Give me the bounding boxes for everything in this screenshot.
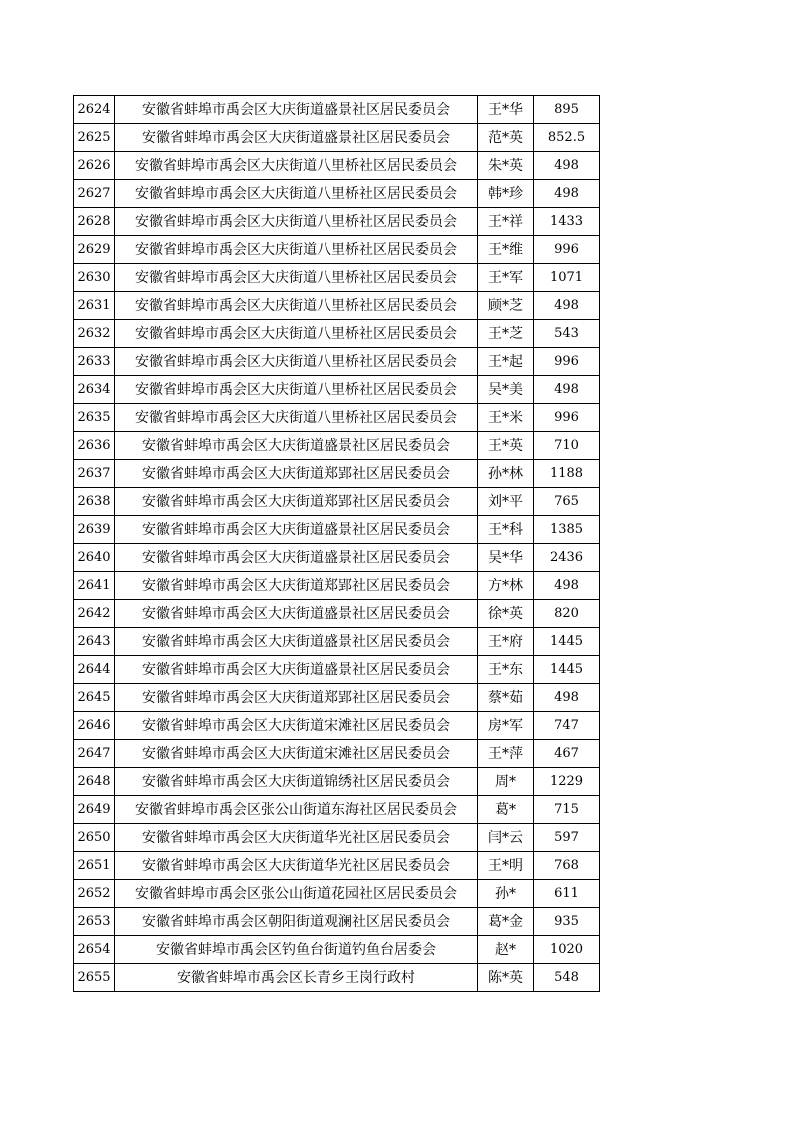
table-row <box>74 964 600 992</box>
recipient-name-cell: 王*军 <box>478 264 534 292</box>
amount-cell: 1433 <box>534 208 600 236</box>
row-number-cell: 2629 <box>74 236 115 264</box>
organization-cell: 安徽省蚌埠市禹会区大庆街道盛景社区居民委员会 <box>115 600 478 628</box>
table-row <box>74 152 600 180</box>
organization-cell: 安徽省蚌埠市禹会区大庆街道八里桥社区居民委员会 <box>115 152 478 180</box>
table-row <box>74 684 600 712</box>
organization-cell: 安徽省蚌埠市禹会区大庆街道盛景社区居民委员会 <box>115 432 478 460</box>
row-number-cell: 2640 <box>74 544 115 572</box>
amount-cell: 548 <box>534 964 600 992</box>
table-row <box>74 96 600 124</box>
table-row <box>74 880 600 908</box>
row-number-cell: 2643 <box>74 628 115 656</box>
amount-cell: 2436 <box>534 544 600 572</box>
table-row <box>74 292 600 320</box>
row-number-cell: 2645 <box>74 684 115 712</box>
amount-cell: 498 <box>534 684 600 712</box>
data-table <box>73 95 600 992</box>
organization-cell: 安徽省蚌埠市禹会区大庆街道盛景社区居民委员会 <box>115 124 478 152</box>
amount-cell: 498 <box>534 572 600 600</box>
row-number-cell: 2634 <box>74 376 115 404</box>
amount-cell: 1071 <box>534 264 600 292</box>
amount-cell: 996 <box>534 404 600 432</box>
table-row <box>74 796 600 824</box>
recipient-name-cell: 孙* <box>478 880 534 908</box>
organization-cell: 安徽省蚌埠市禹会区大庆街道郑郢社区居民委员会 <box>115 572 478 600</box>
recipient-name-cell: 顾*芝 <box>478 292 534 320</box>
table-row <box>74 320 600 348</box>
organization-cell: 安徽省蚌埠市禹会区大庆街道八里桥社区居民委员会 <box>115 180 478 208</box>
row-number-cell: 2630 <box>74 264 115 292</box>
organization-cell: 安徽省蚌埠市禹会区大庆街道八里桥社区居民委员会 <box>115 292 478 320</box>
amount-cell: 1445 <box>534 656 600 684</box>
organization-cell: 安徽省蚌埠市禹会区大庆街道八里桥社区居民委员会 <box>115 404 478 432</box>
organization-cell: 安徽省蚌埠市禹会区大庆街道宋滩社区居民委员会 <box>115 740 478 768</box>
table-row <box>74 936 600 964</box>
amount-cell: 935 <box>534 908 600 936</box>
row-number-cell: 2641 <box>74 572 115 600</box>
amount-cell: 1020 <box>534 936 600 964</box>
recipient-name-cell: 王*东 <box>478 656 534 684</box>
table-row <box>74 432 600 460</box>
organization-cell: 安徽省蚌埠市禹会区大庆街道华光社区居民委员会 <box>115 824 478 852</box>
table-row <box>74 852 600 880</box>
row-number-cell: 2636 <box>74 432 115 460</box>
table-row <box>74 712 600 740</box>
organization-cell: 安徽省蚌埠市禹会区大庆街道宋滩社区居民委员会 <box>115 712 478 740</box>
recipient-name-cell: 王*科 <box>478 516 534 544</box>
amount-cell: 710 <box>534 432 600 460</box>
amount-cell: 1229 <box>534 768 600 796</box>
recipient-name-cell: 王*起 <box>478 348 534 376</box>
row-number-cell: 2646 <box>74 712 115 740</box>
organization-cell: 安徽省蚌埠市禹会区大庆街道八里桥社区居民委员会 <box>115 264 478 292</box>
amount-cell: 820 <box>534 600 600 628</box>
table-row <box>74 516 600 544</box>
amount-cell: 543 <box>534 320 600 348</box>
row-number-cell: 2624 <box>74 96 115 124</box>
recipient-name-cell: 王*芝 <box>478 320 534 348</box>
table-row <box>74 768 600 796</box>
organization-cell: 安徽省蚌埠市禹会区大庆街道郑郢社区居民委员会 <box>115 488 478 516</box>
amount-cell: 996 <box>534 348 600 376</box>
amount-cell: 747 <box>534 712 600 740</box>
recipient-name-cell: 孙*林 <box>478 460 534 488</box>
recipient-name-cell: 葛* <box>478 796 534 824</box>
row-number-cell: 2654 <box>74 936 115 964</box>
recipient-name-cell: 王*萍 <box>478 740 534 768</box>
row-number-cell: 2648 <box>74 768 115 796</box>
row-number-cell: 2653 <box>74 908 115 936</box>
organization-cell: 安徽省蚌埠市禹会区大庆街道八里桥社区居民委员会 <box>115 376 478 404</box>
row-number-cell: 2647 <box>74 740 115 768</box>
recipient-name-cell: 吴*华 <box>478 544 534 572</box>
amount-cell: 467 <box>534 740 600 768</box>
table-body <box>74 96 600 992</box>
amount-cell: 768 <box>534 852 600 880</box>
amount-cell: 1385 <box>534 516 600 544</box>
row-number-cell: 2651 <box>74 852 115 880</box>
organization-cell: 安徽省蚌埠市禹会区大庆街道盛景社区居民委员会 <box>115 628 478 656</box>
recipient-name-cell: 方*林 <box>478 572 534 600</box>
row-number-cell: 2644 <box>74 656 115 684</box>
amount-cell: 498 <box>534 152 600 180</box>
organization-cell: 安徽省蚌埠市禹会区大庆街道锦绣社区居民委员会 <box>115 768 478 796</box>
row-number-cell: 2650 <box>74 824 115 852</box>
recipient-name-cell: 徐*英 <box>478 600 534 628</box>
amount-cell: 498 <box>534 376 600 404</box>
row-number-cell: 2628 <box>74 208 115 236</box>
table-row <box>74 124 600 152</box>
row-number-cell: 2633 <box>74 348 115 376</box>
amount-cell: 715 <box>534 796 600 824</box>
table-row <box>74 572 600 600</box>
organization-cell: 安徽省蚌埠市禹会区钓鱼台街道钓鱼台居委会 <box>115 936 478 964</box>
amount-cell: 1445 <box>534 628 600 656</box>
table-row <box>74 404 600 432</box>
organization-cell: 安徽省蚌埠市禹会区朝阳街道观澜社区居民委员会 <box>115 908 478 936</box>
recipient-name-cell: 王*华 <box>478 96 534 124</box>
recipient-name-cell: 王*府 <box>478 628 534 656</box>
recipient-name-cell: 吴*美 <box>478 376 534 404</box>
row-number-cell: 2637 <box>74 460 115 488</box>
table-row <box>74 236 600 264</box>
organization-cell: 安徽省蚌埠市禹会区大庆街道八里桥社区居民委员会 <box>115 320 478 348</box>
organization-cell: 安徽省蚌埠市禹会区长青乡王岗行政村 <box>115 964 478 992</box>
organization-cell: 安徽省蚌埠市禹会区大庆街道盛景社区居民委员会 <box>115 516 478 544</box>
row-number-cell: 2642 <box>74 600 115 628</box>
recipient-name-cell: 蔡*茹 <box>478 684 534 712</box>
recipient-name-cell: 刘*平 <box>478 488 534 516</box>
recipient-name-cell: 王*英 <box>478 432 534 460</box>
organization-cell: 安徽省蚌埠市禹会区大庆街道盛景社区居民委员会 <box>115 544 478 572</box>
recipient-name-cell: 范*英 <box>478 124 534 152</box>
row-number-cell: 2627 <box>74 180 115 208</box>
recipient-name-cell: 韩*珍 <box>478 180 534 208</box>
recipient-name-cell: 葛*金 <box>478 908 534 936</box>
amount-cell: 996 <box>534 236 600 264</box>
table-row <box>74 488 600 516</box>
table-row <box>74 740 600 768</box>
organization-cell: 安徽省蚌埠市禹会区大庆街道郑郢社区居民委员会 <box>115 460 478 488</box>
recipient-name-cell: 王*维 <box>478 236 534 264</box>
table-row <box>74 908 600 936</box>
amount-cell: 1188 <box>534 460 600 488</box>
table-row <box>74 460 600 488</box>
amount-cell: 498 <box>534 292 600 320</box>
recipient-name-cell: 闫*云 <box>478 824 534 852</box>
row-number-cell: 2631 <box>74 292 115 320</box>
row-number-cell: 2639 <box>74 516 115 544</box>
organization-cell: 安徽省蚌埠市禹会区大庆街道八里桥社区居民委员会 <box>115 348 478 376</box>
row-number-cell: 2649 <box>74 796 115 824</box>
amount-cell: 895 <box>534 96 600 124</box>
recipient-name-cell: 王*明 <box>478 852 534 880</box>
row-number-cell: 2638 <box>74 488 115 516</box>
organization-cell: 安徽省蚌埠市禹会区大庆街道盛景社区居民委员会 <box>115 656 478 684</box>
table-row <box>74 180 600 208</box>
table-row <box>74 600 600 628</box>
table-row <box>74 824 600 852</box>
table-row <box>74 628 600 656</box>
row-number-cell: 2632 <box>74 320 115 348</box>
row-number-cell: 2655 <box>74 964 115 992</box>
table-row <box>74 376 600 404</box>
organization-cell: 安徽省蚌埠市禹会区大庆街道八里桥社区居民委员会 <box>115 208 478 236</box>
amount-cell: 852.5 <box>534 124 600 152</box>
table-row <box>74 544 600 572</box>
recipient-name-cell: 王*米 <box>478 404 534 432</box>
amount-cell: 611 <box>534 880 600 908</box>
recipient-name-cell: 房*军 <box>478 712 534 740</box>
table-row <box>74 264 600 292</box>
organization-cell: 安徽省蚌埠市禹会区张公山街道花园社区居民委员会 <box>115 880 478 908</box>
amount-cell: 498 <box>534 180 600 208</box>
table-row <box>74 208 600 236</box>
recipient-name-cell: 赵* <box>478 936 534 964</box>
recipient-name-cell: 王*祥 <box>478 208 534 236</box>
amount-cell: 765 <box>534 488 600 516</box>
organization-cell: 安徽省蚌埠市禹会区张公山街道东海社区居民委员会 <box>115 796 478 824</box>
organization-cell: 安徽省蚌埠市禹会区大庆街道郑郢社区居民委员会 <box>115 684 478 712</box>
amount-cell: 597 <box>534 824 600 852</box>
table-row <box>74 348 600 376</box>
organization-cell: 安徽省蚌埠市禹会区大庆街道盛景社区居民委员会 <box>115 96 478 124</box>
row-number-cell: 2652 <box>74 880 115 908</box>
organization-cell: 安徽省蚌埠市禹会区大庆街道八里桥社区居民委员会 <box>115 236 478 264</box>
table-row <box>74 656 600 684</box>
row-number-cell: 2626 <box>74 152 115 180</box>
row-number-cell: 2635 <box>74 404 115 432</box>
recipient-name-cell: 朱*英 <box>478 152 534 180</box>
recipient-name-cell: 陈*英 <box>478 964 534 992</box>
organization-cell: 安徽省蚌埠市禹会区大庆街道华光社区居民委员会 <box>115 852 478 880</box>
recipient-name-cell: 周* <box>478 768 534 796</box>
row-number-cell: 2625 <box>74 124 115 152</box>
